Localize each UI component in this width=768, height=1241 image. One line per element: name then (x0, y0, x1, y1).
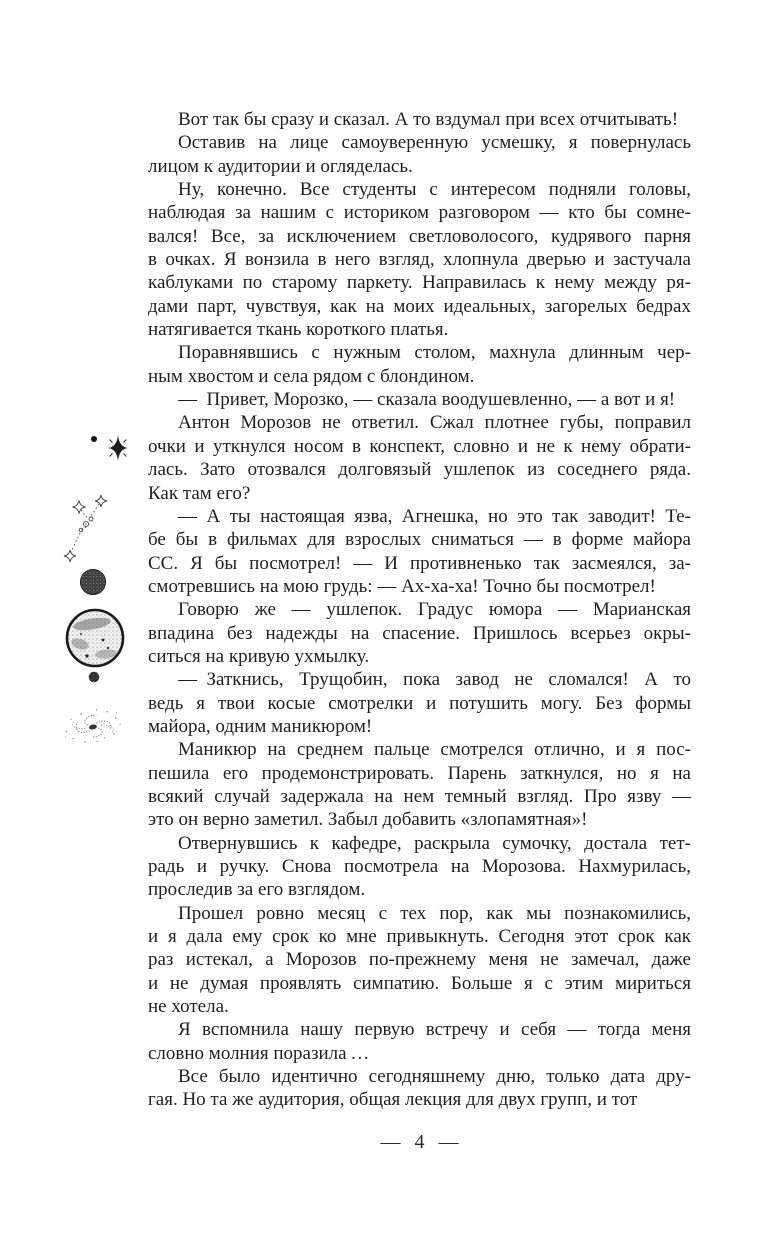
text-line: — Привет, Морозко, — сказала воодушевленно, — а вот и я! (178, 389, 676, 411)
text-line: очки и уткнулся носом в конспект, словно и не к нему обрати- (148, 435, 691, 457)
text-line: — Заткнись, Трущобин, пока завод не сломался! А то (178, 669, 691, 691)
text-line: гая. Но та же аудитория, общая лекция для двух групп, и тот (148, 1089, 638, 1111)
text-line: Все было идентично сегодняшнему дню, только дата дру- (178, 1066, 691, 1088)
paragraph (148, 341, 691, 388)
text-line: дами парт, чувствуя, как на моих идеальных, загорелых бедрах (148, 295, 691, 317)
text-line: Оставив на лице самоуверенную усмешку, я повернулась (178, 132, 691, 154)
paragraph (148, 738, 691, 831)
text-line: наблюдая за нашим с историком разговором — кто бы сомне- (148, 202, 691, 224)
text-line: впадина без надежды на спасение. Пришлось всерьез окры- (148, 622, 691, 644)
large-textured-planet-icon (67, 610, 123, 666)
paragraph (148, 1065, 691, 1112)
paragraph (148, 902, 691, 1019)
margin-illustrations (40, 418, 160, 763)
text-line: Я вспомнила нашу первую встречу и себя — тогда меня (178, 1019, 691, 1041)
text-line: ведь я твои косые смотрелки и потушить могу. Без формы (148, 692, 691, 714)
text-line: Антон Морозов не ответил. Сжал плотнее губы, поправил (178, 412, 691, 434)
text-line: радь и ручку. Снова посмотрела на Морозова. Нахмурилась, (148, 856, 691, 877)
text-line: Маникюр на среднем пальце смотрелся отлично, и я пос- (178, 739, 691, 761)
text-line: Как там его? (148, 482, 251, 504)
page-text (148, 108, 691, 1112)
paragraph (148, 598, 691, 668)
paragraph (148, 388, 691, 411)
text-line: Отвернувшись к кафедре, раскрыла сумочку, достала тет- (178, 832, 691, 854)
text-line: раз истекал, а Морозов по-прежнему меня не замечал, даже (148, 949, 691, 971)
text-line: всякий случай задержала на нем темный взгляд. Про язву — (148, 785, 691, 807)
text-line: Вот так бы сразу и сказал. А то вздумал при всех отчитывать! (178, 109, 679, 130)
paragraph (148, 131, 691, 178)
tiny-dark-dot-icon (89, 672, 100, 683)
text-line: — А ты настоящая язва, Агнешка, но это так заводит! Те- (178, 505, 691, 527)
text-line: и я дала ему срок ко мне привыкнуть. Сегодня этот срок как (148, 926, 691, 948)
text-line: лась. Зато отозвался долговязый ушлепок из соседнего ряда. (148, 459, 691, 481)
text-line: Поравнявшись с нужным столом, махнула длинным чер- (178, 342, 691, 364)
text-line: лицом к аудитории и огляделась. (148, 155, 413, 177)
text-line: вался! Все, за исключением светловолосого, кудрявого парня (148, 225, 691, 247)
text-line: ситься на кривую ухмылку. (148, 645, 370, 667)
paragraph (148, 108, 691, 131)
text-line: ным хвостом и села рядом с блондином. (148, 365, 475, 387)
text-line: СС. Я бы посмотрел! — И противненько так засмеялся, за- (148, 552, 691, 574)
paragraph (148, 178, 691, 341)
text-line: Говорю же — ушлепок. Градус юмора — Марианская (178, 599, 691, 621)
sparkle-star-icon (108, 435, 128, 461)
text-line: майора, одним маникюром! (148, 715, 373, 737)
text-line: Прошел ровно месяц с тех пор, как мы познакомились, (178, 902, 691, 924)
filled-star-dot-icon (91, 436, 97, 442)
text-line: пешила его продемонстрировать. Парень заткнулся, но я на (148, 762, 691, 784)
paragraph (148, 505, 691, 598)
paragraph (148, 411, 691, 504)
text-line: Ну, конечно. Все студенты с интересом подняли головы, (178, 179, 691, 201)
small-dark-planet-icon (80, 569, 106, 595)
text-line: в очках. Я вонзила в него взгляд, хлопнула дверью и застучала (148, 249, 691, 271)
paragraph (148, 832, 691, 902)
text-line: натягивается ткань короткого платья. (148, 319, 449, 341)
text-line: проследив за его взглядом. (148, 879, 366, 901)
page-number: — 4 — (380, 1131, 459, 1153)
text-line: словно молния поразила … (148, 1042, 370, 1064)
spiral-galaxy-icon (61, 705, 124, 748)
text-line: смотревшись на мою грудь: — Ах-ха-ха! Точно бы посмотрел! (148, 575, 656, 597)
text-line: это он верно заметил. Забыл добавить «злопамятная»! (148, 809, 588, 831)
text-line: и не думая проявлять симпатию. Больше я с этим мириться (148, 972, 691, 994)
text-line: не хотела. (148, 996, 229, 1018)
text-line: бе бы в фильмах для взрослых сниматься — в форме майора (148, 529, 691, 551)
paragraph (148, 1018, 691, 1065)
text-line: каблуками по старому паркету. Направилась к нему между ря- (148, 272, 691, 294)
constellation-icon (64, 495, 107, 562)
paragraph (148, 668, 691, 738)
